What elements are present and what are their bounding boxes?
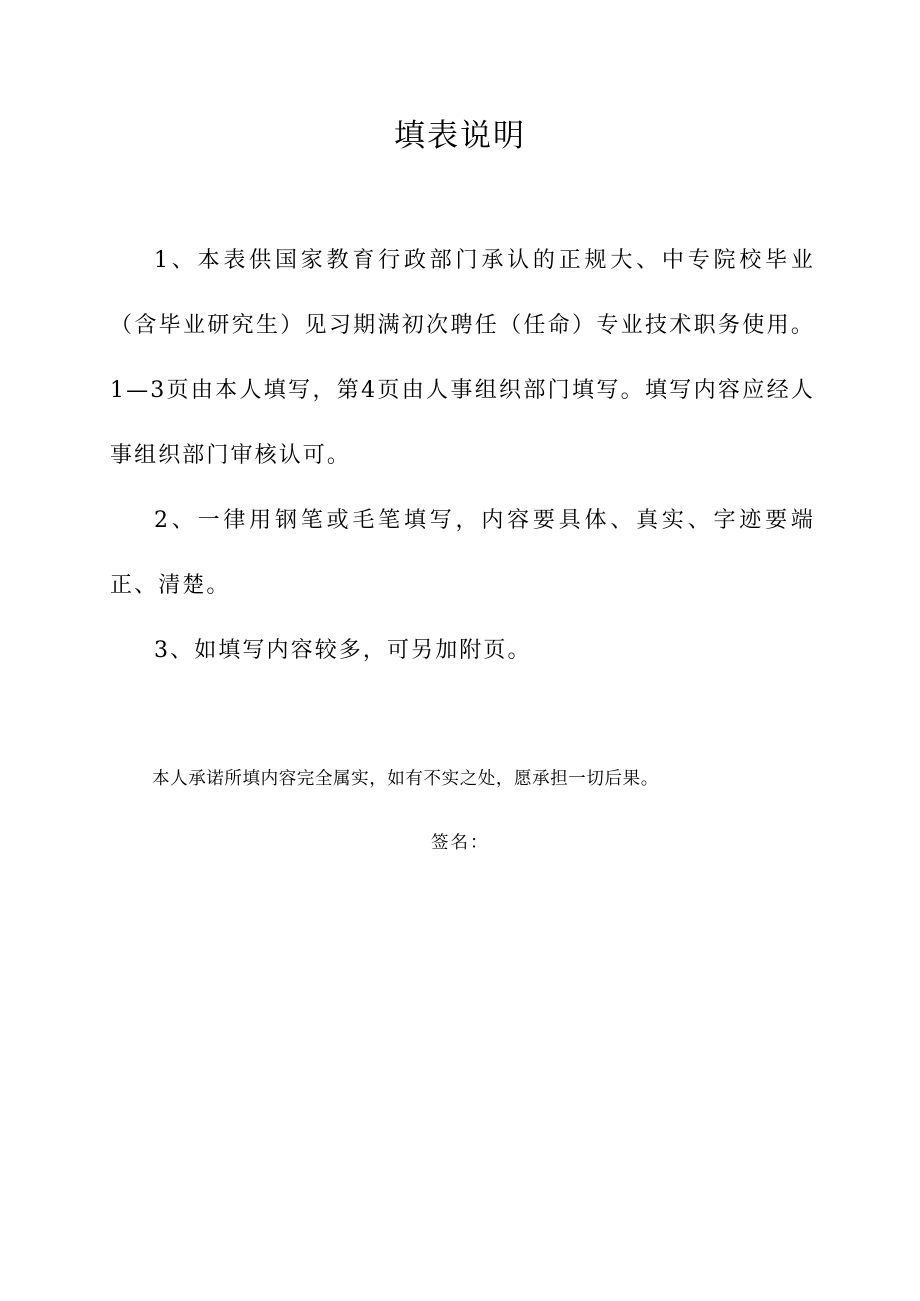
- page-title: 填表说明: [394, 118, 526, 154]
- instruction-item-3: 3、如填写内容较多，可另加附页。: [154, 638, 532, 663]
- instruction-item-1: 1、本表供国家教育行政部门承认的正规大、中专院校毕业（含毕业研究生）见习期满初次聘任（任命）专业技术职务使用。1—3页由本人填写，第4页由人事组织部门填写。填写内容应经人事组织部门审核认可。: [110, 248, 815, 468]
- instruction-item-2: 2、一律用钢笔或毛笔填写，内容要具体、真实、字迹要端正、清楚。: [110, 508, 815, 598]
- pledge-statement: 本人承诺所填内容完全属实，如有不实之处，愿承担一切后果。: [152, 769, 659, 789]
- instructions-list: [110, 228, 815, 683]
- signature-label: 签名：: [431, 833, 490, 853]
